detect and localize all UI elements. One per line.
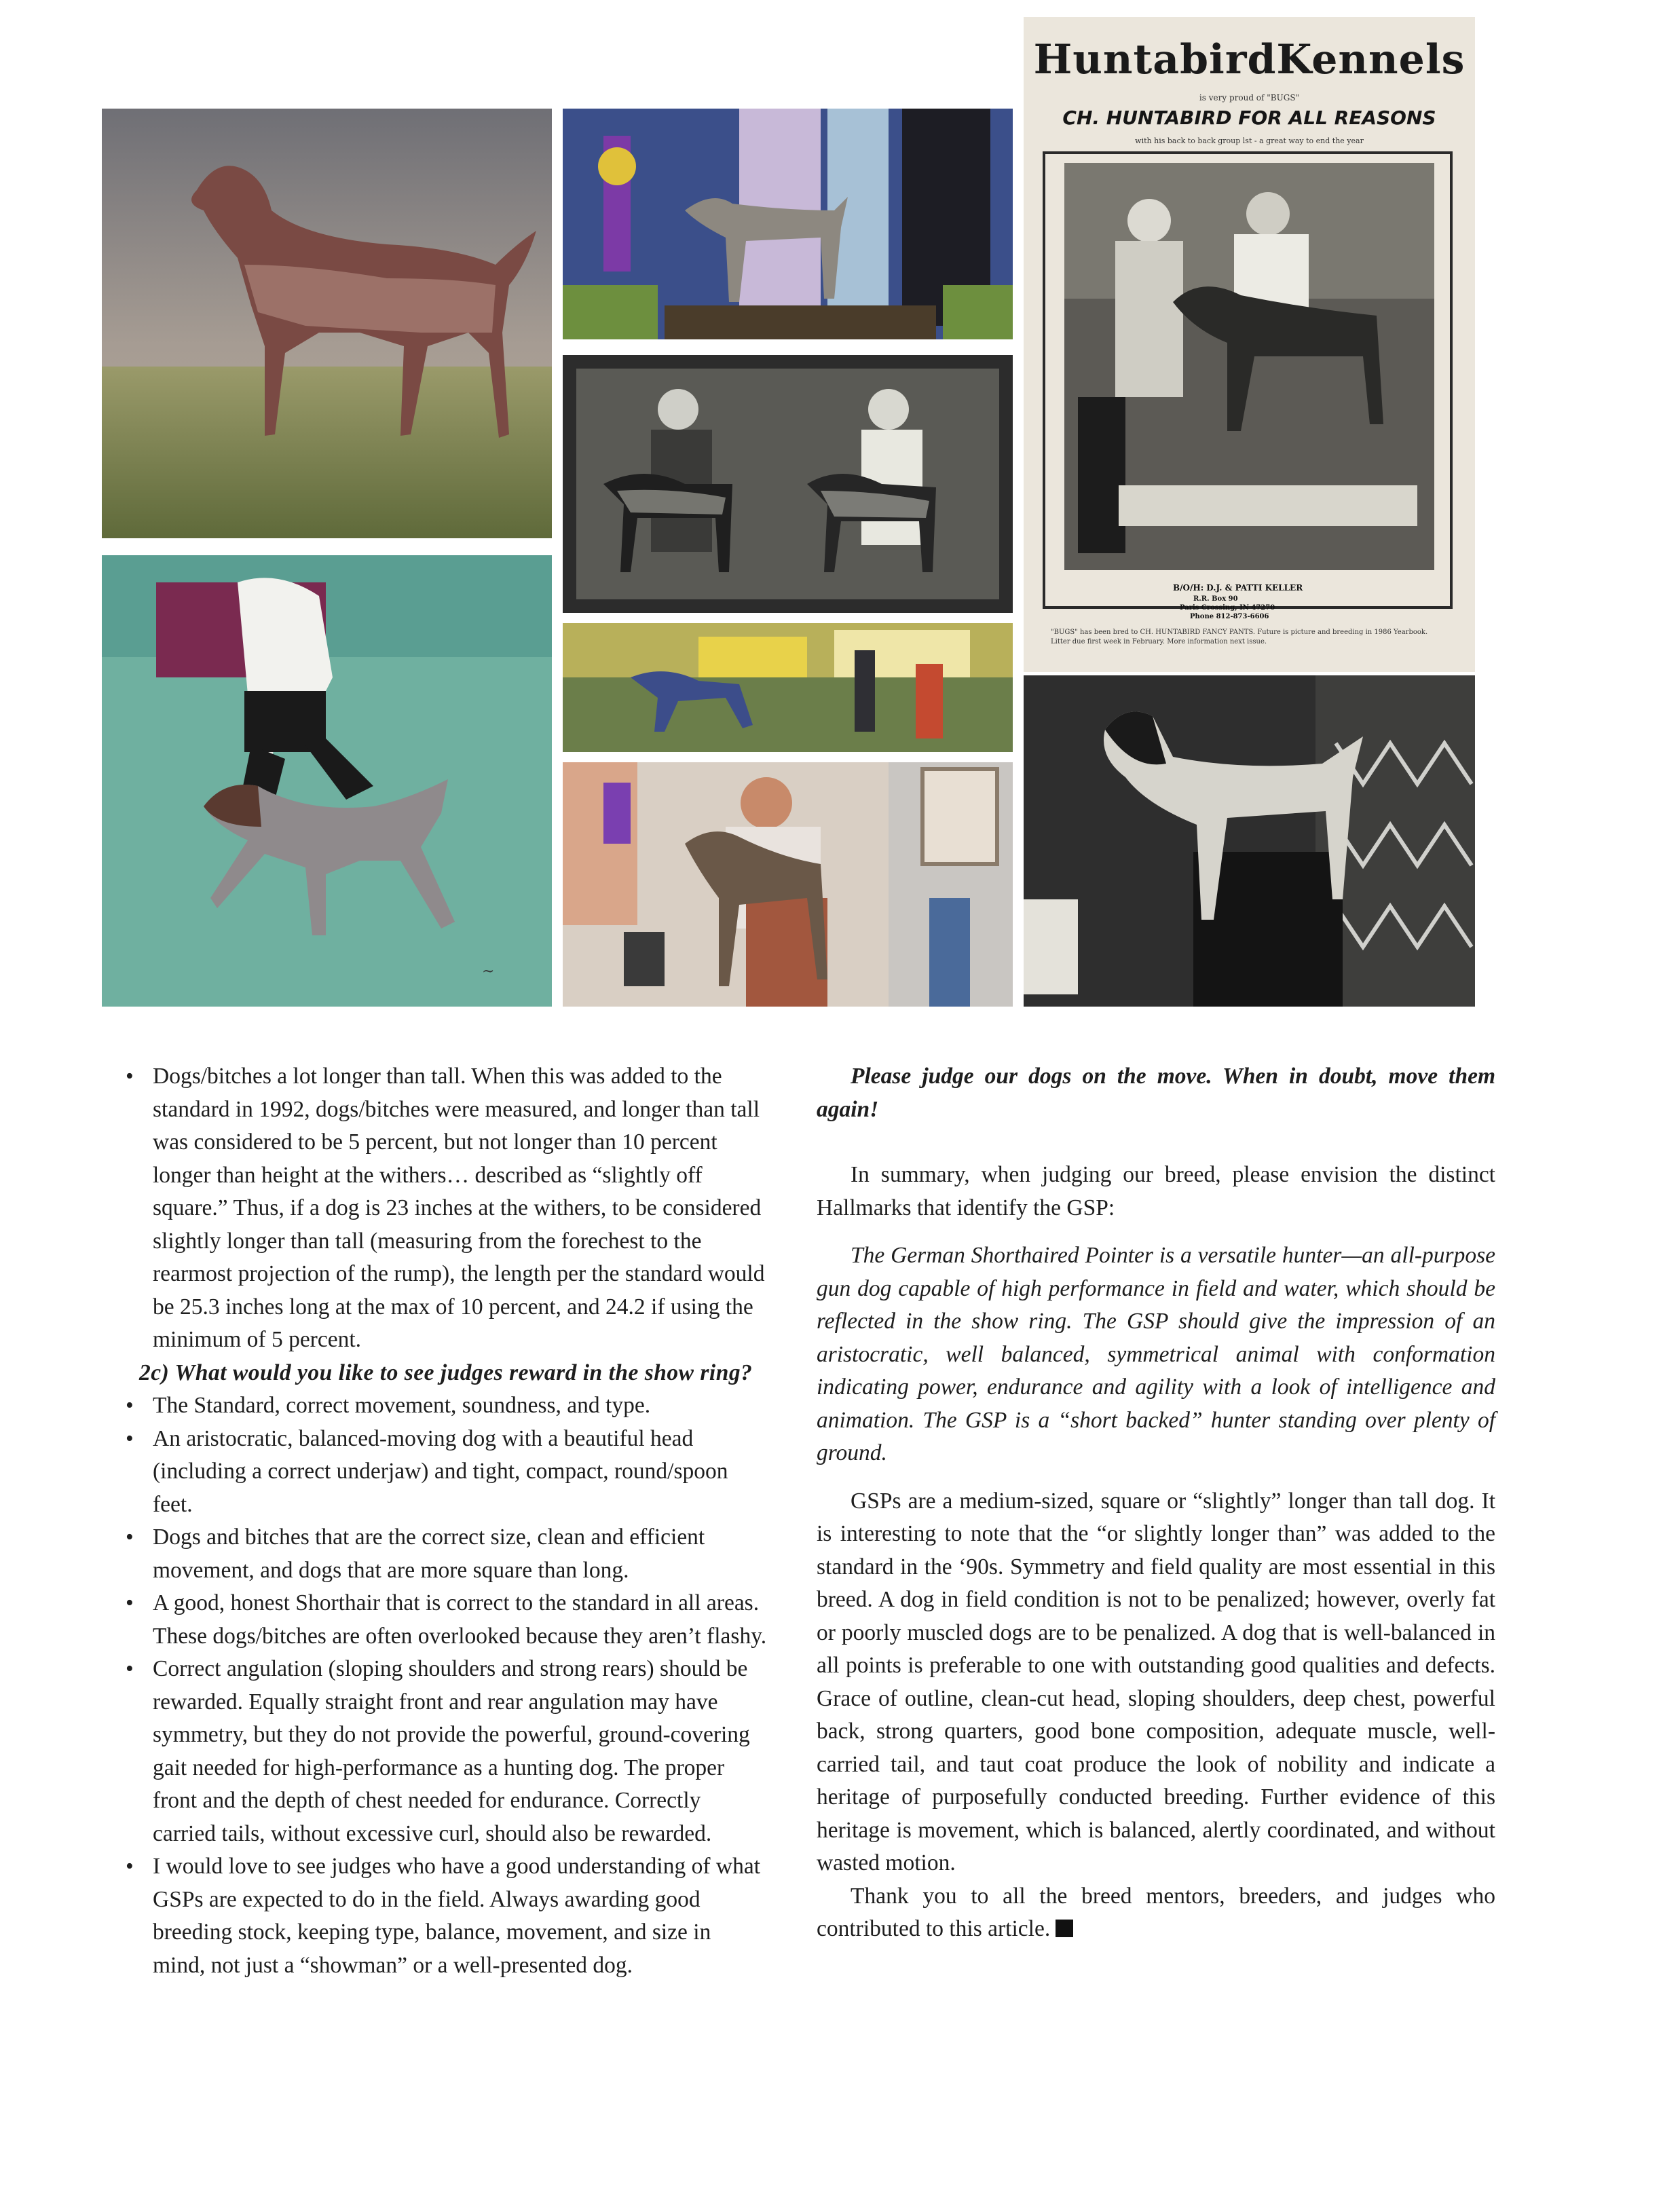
left-column bbox=[102, 1060, 767, 1982]
hallmarks-quote: The German Shorthaired Pointer is a versatile hunter—an all-purpose gun dog capable of high performance in field and water, which should be reflected in the show ring. The GSP should give the impression of an aristocratic, well balanced, symmetrical animal with conformation indicating power, endurance and agility with a look of intelligence and animation. The GSP is a “short backed” hunter standing over plenty of ground. bbox=[817, 1243, 1495, 1465]
question-2c: 2c) What would you like to see judges reward in the show ring? bbox=[139, 1360, 753, 1385]
bullet-answer: • A good, honest Shorthair that is correct to the standard in all areas. These dogs/bitches are often overlooked because they aren’t flashy. bbox=[102, 1587, 767, 1653]
svg-text:~: ~ bbox=[482, 963, 495, 980]
lead-statement: Please judge our dogs on the move. When in doubt, move them again! bbox=[817, 1064, 1495, 1122]
photo-bw-pair bbox=[563, 355, 1013, 613]
bullet-answer: • Dogs and bitches that are the correct size, clean and efficient movement, and dogs that are more square than long. bbox=[102, 1521, 767, 1587]
clipping-headline: CH. HUNTABIRD FOR ALL REASONS bbox=[1062, 107, 1436, 129]
thanks-text: Thank you to all the breed mentors, breeders, and judges who contributed to this article. bbox=[817, 1883, 1495, 1941]
photo-bw-stacked bbox=[1024, 675, 1475, 1007]
end-of-article-mark bbox=[1056, 1920, 1073, 1937]
bullet-answer: • An aristocratic, balanced-moving dog with a beautiful head (including a correct underjaw) and tight, compact, round/spoon feet. bbox=[102, 1423, 767, 1522]
photo-gaiting-outdoor bbox=[563, 623, 1013, 752]
clipping-footer: "BUGS" has been bred to CH. HUNTABIRD FANCY PANTS. Future is picture and breeding in 1986 Yearbook. Litter due first week in February. More information next issue. bbox=[1051, 629, 1428, 646]
clipping-subline: with his back to back group lst - a great way to end the year bbox=[1135, 136, 1364, 145]
bullet-list-size bbox=[102, 1060, 767, 1357]
bullet-answer: • I would love to see judges who have a good understanding of what GSPs are expected to do in the field. Always awarding good breeding stock, keeping type, balance, movement, and size in mind, not just a “showman” or a well-presented dog. bbox=[102, 1850, 767, 1982]
clipping-address-1: R.R. Box 90 bbox=[1193, 595, 1238, 603]
photo-handler-kneeling bbox=[563, 762, 1013, 1007]
photo-best-in-show bbox=[563, 109, 1013, 339]
photo-kennel-clipping bbox=[1024, 17, 1475, 672]
bullet-list-rewards bbox=[102, 1389, 767, 1982]
clipping-address-2: Paris Crossing, IN 47270 bbox=[1180, 604, 1275, 612]
bullet-answer: • Correct angulation (sloping shoulders and strong rears) should be rewarded. Equally straight front and rear angulation may have symmetry, but they do not provide the powerful, ground-covering gait needed for high-performance as a hunting dog. The proper front and the depth of chest needed for endurance. Correctly carried tails, without excessive curl, should also be rewarded. bbox=[102, 1653, 767, 1850]
body-paragraph: GSPs are a medium-sized, square or “slightly” longer than tall dog. It is interesting to note that the “or slightly longer than” was added to the standard in the ‘90s. Symmetry and field quality are most essential in this breed. A dog in field condition is not to be penalized; however, overly fat or poorly muscled dogs are to be penalized. A dog that is well-balanced in all points is preferable to one with outstanding good qualities and defects. Grace of outline, clean-cut head, sloping shoulders, deep chest, powerful back, strong quarters, good bone composition, adequate muscle, well-carried tail, and taut coat produce the look of nobility and indicate a heritage of purposefully conducted breeding. Further evidence of this heritage is movement, which is balanced, alertly coordinated, and without wasted motion. bbox=[817, 1488, 1495, 1875]
photo-gaiting-painting bbox=[102, 555, 552, 1007]
clipping-phone: Phone 812-873-6606 bbox=[1190, 613, 1269, 620]
bullet-length-standard: • Dogs/bitches a lot longer than tall. When this was added to the standard in 1992, dogs/bitches were measured, and longer than tall was considered to be 5 percent, but not longer than 10 percent longer than height at the withers… described as “slightly off square.” Thus, if a dog is 23 inches at the withers, to be considered slightly longer than tall (measuring from the forechest to the rearmost projection of the rump), the length per the standard would be 25.3 inches long at the max of 10 percent, and 24.2 if using the minimum of 5 percent. bbox=[102, 1060, 767, 1357]
right-column bbox=[817, 1060, 1495, 1946]
summary-paragraph: In summary, when judging our breed, please envision the distinct Hallmarks that identify the GSP: bbox=[817, 1162, 1495, 1220]
bullet-answer: • The Standard, correct movement, soundness, and type. bbox=[102, 1389, 767, 1423]
photo-gsp-painting bbox=[102, 109, 552, 538]
clipping-tagline: is very proud of "BUGS" bbox=[1199, 93, 1300, 102]
clipping-title: HuntabirdKennels bbox=[1033, 36, 1466, 83]
clipping-owner: B/O/H: D.J. & PATTI KELLER bbox=[1173, 583, 1303, 593]
thanks-paragraph bbox=[817, 1880, 1495, 1946]
